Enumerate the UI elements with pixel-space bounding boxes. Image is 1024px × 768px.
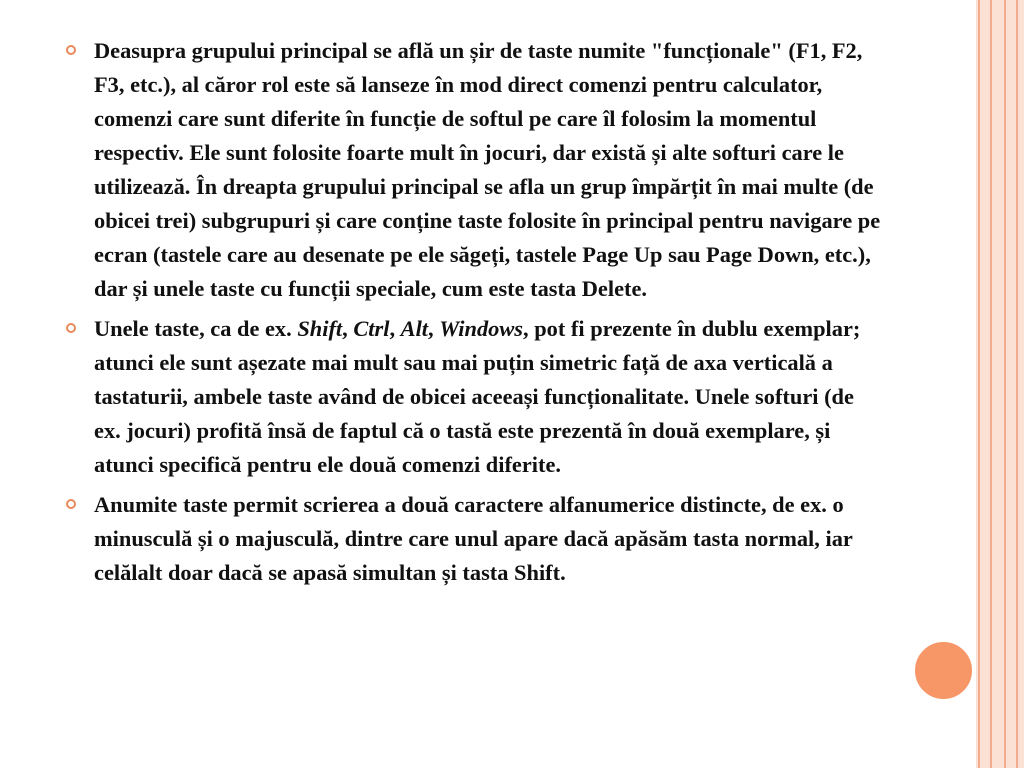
stripe (1004, 0, 1006, 768)
stripe (978, 0, 980, 768)
separator: , (389, 316, 401, 341)
bullet-text: Deasupra grupului principal se află un șir de taste numite "funcționale" (F1, F2, F3, etc.), al căror rol este să lanseze în mod direct comenzi pentru calculator, comenzi care sunt diferite în funcție de softul pe care îl folosim la momentul respectiv. Ele sunt folosite foarte mult în jocuri, dar există și alte softuri care le utilizează. În dreapta grupului principal se afla un grup împărțit în mai multe (de obicei trei) subgrupuri și care conține taste folosite în principal pentru navigare pe ecran (tastele care au desenate pe ele săgeți, tastele Page Up sau Page Down, etc.), dar și unele taste cu funcții speciale, cum este tasta Delete. (94, 38, 881, 301)
bullet-ring-icon (66, 45, 76, 55)
key-shift: Shift (297, 316, 343, 341)
bullet-ring-icon (66, 323, 76, 333)
key-windows: Windows (439, 316, 524, 341)
key-alt: Alt (400, 316, 429, 341)
separator: , (342, 316, 354, 341)
key-ctrl: Ctrl (353, 316, 390, 341)
decorative-stripes (976, 0, 1024, 768)
bullet-item-1 (66, 34, 886, 306)
bullet-ring-icon (66, 499, 76, 509)
bullet-item-2 (66, 312, 886, 482)
bullet-item-3 (66, 488, 886, 590)
bullet-text: Anumite taste permit scrierea a două caractere alfanumerice distincte, de ex. o minusculă și o majusculă, dintre care unul apare dacă apăsăm tasta normal, iar celălalt doar dacă se apasă simultan și tasta Shift. (94, 492, 853, 585)
stripe (990, 0, 992, 768)
bullet-list (66, 34, 886, 596)
bullet-text-part: Unele taste, ca de ex. (94, 316, 298, 341)
decorative-circle (913, 640, 974, 701)
stripe (1016, 0, 1018, 768)
separator: , (428, 316, 440, 341)
bullet-text-part: , pot fi prezente în dublu exemplar; atunci ele sunt așezate mai mult sau mai puțin simetric față de axa verticală a tastaturii, ambele taste având de obicei aceeași funcționalitate. Unele softuri (de ex. jocuri) profită însă de faptul că o tastă este prezentă în două exemplare, și atunci specifică pentru ele două comenzi diferite. (94, 316, 861, 477)
